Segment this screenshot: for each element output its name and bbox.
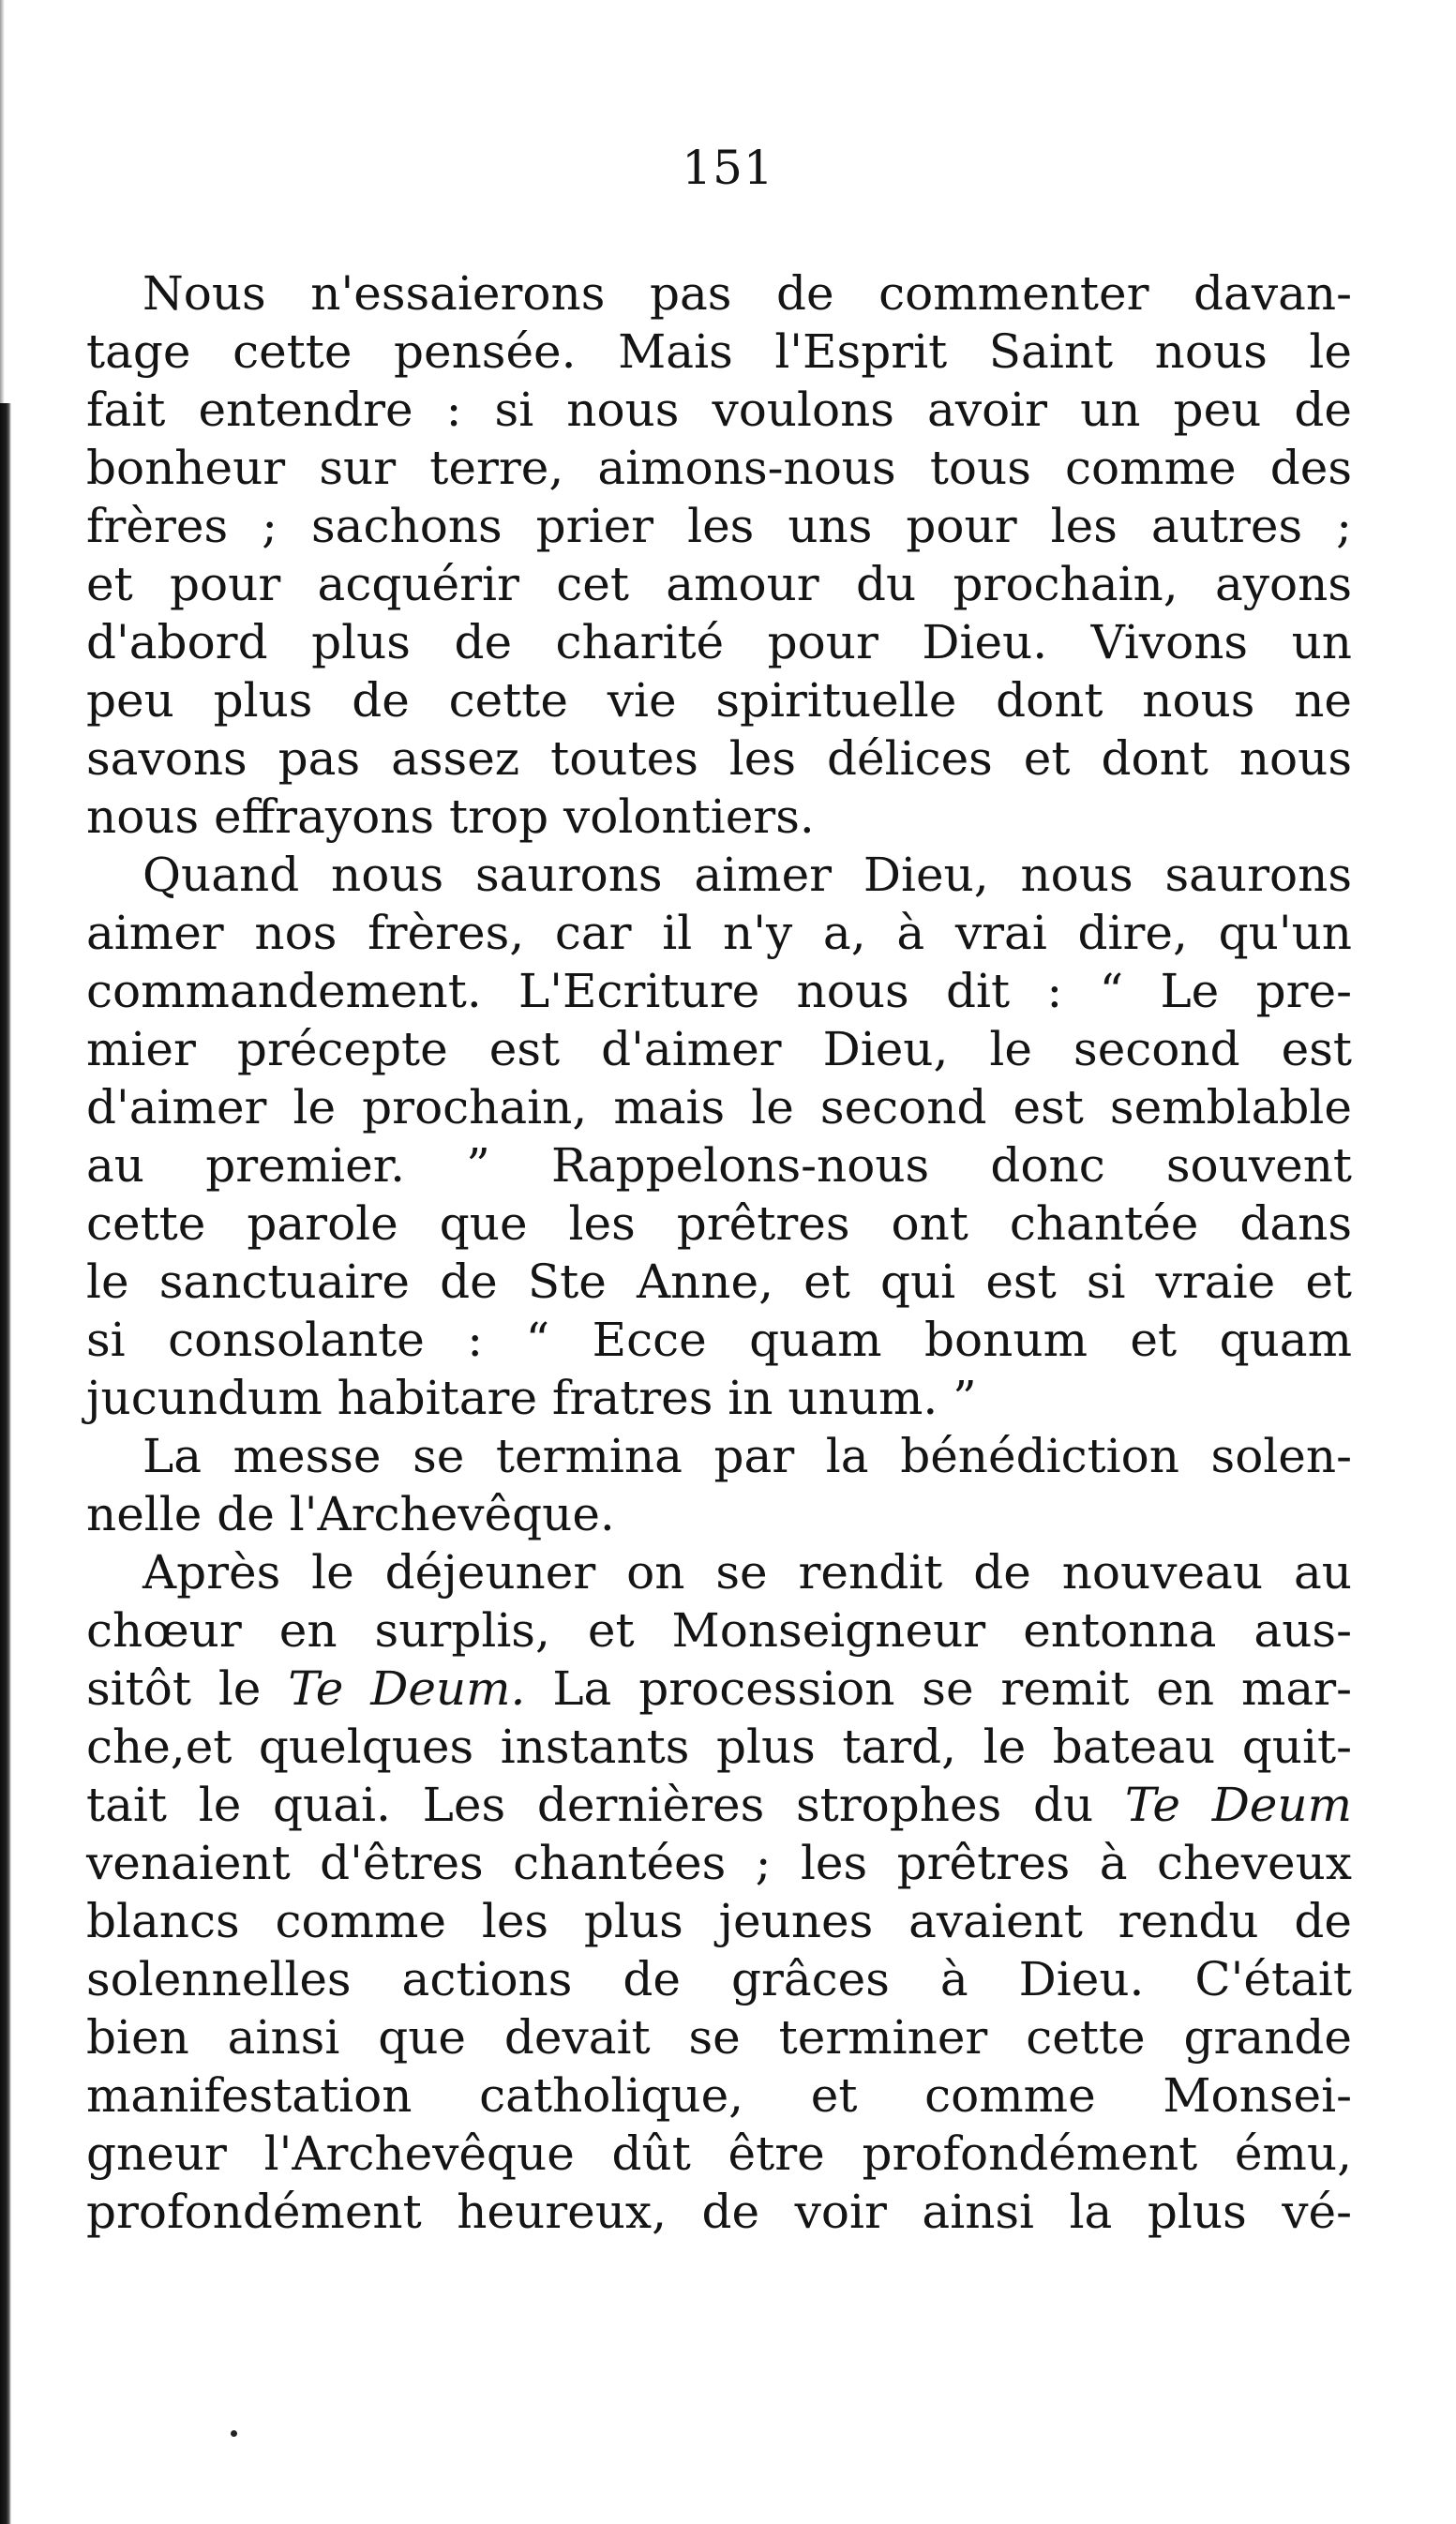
text-line: d'aimer le prochain, mais le second est semblable	[86, 1080, 1352, 1134]
body-text	[86, 264, 1352, 2241]
italic-title: Te Deum	[1124, 1778, 1352, 1832]
page-number: 151	[682, 141, 774, 195]
text-line: venaient d'êtres chantées ; les prêtres à cheveux	[86, 1836, 1352, 1890]
text-line: peu plus de cette vie spirituelle dont nous ne	[86, 673, 1352, 728]
text-line: frères ; sachons prier les uns pour les autres ;	[86, 499, 1352, 553]
text-line: chœur en surplis, et Monseigneur entonna aus-	[86, 1603, 1352, 1658]
text-line: manifestation catholique, et comme Monsei-	[86, 2068, 1352, 2123]
paragraph-1	[86, 264, 1352, 846]
text-segment: sitôt le	[86, 1661, 262, 1716]
text-segment: La procession se remit en mar-	[552, 1661, 1352, 1716]
text-line: Nous n'essaierons pas de commenter davan-	[143, 266, 1352, 321]
text-line: bien ainsi que devait se terminer cette grande	[86, 2010, 1352, 2065]
text-line: mier précepte est d'aimer Dieu, le second est	[86, 1022, 1352, 1076]
text-line: jucundum habitare fratres in unum. ”	[86, 1371, 977, 1425]
text-line: aimer nos frères, car il n'y a, à vrai dire, qu'un	[86, 906, 1352, 960]
text-line: et pour acquérir cet amour du prochain, ayons	[86, 557, 1352, 611]
binding-shadow-upper	[0, 0, 5, 403]
text-line: tage cette pensée. Mais l'Esprit Saint nous le	[86, 324, 1352, 379]
text-line: d'abord plus de charité pour Dieu. Vivons un	[86, 615, 1352, 669]
text-line: savons pas assez toutes les délices et dont nous	[86, 731, 1352, 786]
text-line: che,et quelques instants plus tard, le bateau quit-	[86, 1720, 1352, 1774]
paragraph-4	[86, 1543, 1352, 2241]
italic-title: Te Deum.	[288, 1661, 526, 1716]
text-line: blancs comme les plus jeunes avaient rendu de	[86, 1894, 1352, 1948]
text-line	[86, 1776, 1352, 1834]
text-line: bonheur sur terre, aimons-nous tous comme des	[86, 441, 1352, 495]
text-line: nous effrayons trop volontiers.	[86, 789, 815, 844]
text-line: Quand nous saurons aimer Dieu, nous saurons	[143, 848, 1352, 902]
text-line: fait entendre : si nous voulons avoir un peu de	[86, 383, 1352, 437]
text-line: solennelles actions de grâces à Dieu. C'était	[86, 1952, 1352, 2006]
text-line: si consolante : “ Ecce quam bonum et quam	[86, 1313, 1352, 1367]
text-line: profondément heureux, de voir ainsi la plus vé-	[86, 2185, 1352, 2239]
text-line: Après le déjeuner on se rendit de nouveau au	[143, 1545, 1352, 1600]
text-line	[86, 1660, 1352, 1718]
paragraph-3	[86, 1427, 1352, 1543]
text-line: le sanctuaire de Ste Anne, et qui est si vraie et	[86, 1254, 1352, 1309]
paragraph-2	[86, 846, 1352, 1427]
text-line: au premier. ” Rappelons-nous donc souvent	[86, 1138, 1352, 1193]
text-segment: tait le quai. Les dernières strophes du	[86, 1778, 1094, 1832]
text-line: La messe se termina par la bénédiction solen-	[143, 1429, 1352, 1483]
text-line: commandement. L'Ecriture nous dit : “ Le pre-	[86, 964, 1352, 1018]
text-line: nelle de l'Archevêque.	[86, 1487, 615, 1541]
binding-edge	[0, 403, 11, 2524]
text-line: cette parole que les prêtres ont chantée dans	[86, 1196, 1352, 1251]
text-line: gneur l'Archevêque dût être profondément ému,	[86, 2126, 1352, 2181]
ink-speck	[231, 2430, 237, 2437]
